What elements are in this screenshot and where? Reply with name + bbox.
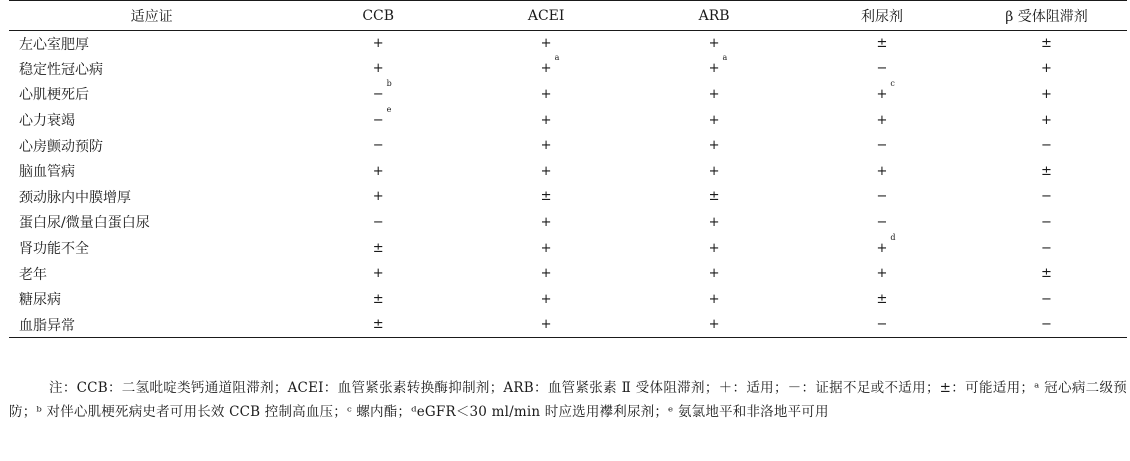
symbol-text: −	[1041, 240, 1052, 256]
symbol-value	[709, 266, 720, 281]
symbol-value	[1041, 317, 1052, 332]
symbol-value	[877, 36, 888, 51]
symbol-text: +	[540, 317, 552, 333]
symbol-value	[709, 113, 720, 128]
symbol-cell	[966, 210, 1127, 236]
symbol-text: +	[1041, 86, 1052, 102]
symbol-value	[373, 189, 384, 204]
symbol-text: ±	[708, 189, 720, 205]
symbol-text: +	[708, 214, 720, 230]
table-footnote: 注：CCB：二氢吡啶类钙通道阻滞剂；ACEI：血管紧张素转换酶抑制剂；ARB：血管紧张素 Ⅱ 受体阻滞剂；＋：适用；－：证据不足或不适用；±：可能适用；ᵃ 冠心病二级预防；ᵇ 对伴心肌梗死病史者可用长效 CCB 控制高血压；ᶜ 螺内酯；ᵈeGFR＜30 ml/min 时应选用襻利尿剂；ᵉ 氨氯地平和非洛地平可用	[9, 380, 1127, 420]
symbol-cell	[462, 82, 630, 108]
indication-cell: 心力衰竭	[19, 113, 75, 130]
symbol-text: +	[876, 266, 888, 282]
symbol-cell	[798, 232, 966, 261]
symbol-value	[373, 215, 384, 230]
symbol-cell	[630, 210, 798, 236]
symbol-text: +	[1041, 112, 1052, 128]
symbol-text: +	[372, 61, 384, 77]
symbol-cell	[462, 235, 630, 261]
symbol-text: +	[708, 86, 720, 102]
indication-cell: 心肌梗死后	[19, 87, 89, 104]
indication-cell: 糖尿病	[19, 292, 61, 309]
symbol-value	[709, 215, 720, 230]
symbol-text: ±	[540, 189, 552, 205]
table-row	[9, 107, 1127, 133]
symbol-value	[541, 215, 552, 230]
symbol-value	[1041, 164, 1052, 179]
symbol-text: −	[1041, 291, 1052, 307]
table-row	[9, 261, 1127, 287]
symbol-text: +	[372, 163, 384, 179]
symbol-cell	[462, 286, 630, 312]
symbol-cell	[294, 56, 462, 82]
header-diuretic: 利尿剂	[798, 1, 966, 31]
symbol-text: +	[540, 240, 552, 256]
symbol-cell	[966, 158, 1127, 184]
symbol-text: +	[540, 36, 552, 52]
symbol-cell	[966, 107, 1127, 133]
symbol-cell	[966, 31, 1127, 57]
symbol-text: +	[540, 86, 552, 102]
symbol-value	[1041, 266, 1052, 281]
symbol-value	[1041, 87, 1052, 102]
symbol-cell	[630, 82, 798, 108]
symbol-value	[1041, 113, 1052, 128]
symbol-text: −	[876, 317, 888, 333]
symbol-cell	[630, 312, 798, 338]
symbol-cell	[630, 158, 798, 184]
symbol-text: +	[540, 214, 552, 230]
symbol-text: +	[708, 138, 720, 154]
symbol-cell	[630, 235, 798, 261]
symbol-text: −	[372, 112, 384, 128]
symbol-value	[708, 53, 728, 77]
table-body	[9, 31, 1127, 338]
symbol-cell	[294, 286, 462, 312]
symbol-value	[1041, 241, 1052, 256]
symbol-value	[541, 266, 552, 281]
symbol-text: +	[876, 86, 888, 102]
symbol-value	[372, 104, 392, 128]
symbol-cell	[966, 235, 1127, 261]
symbol-text: −	[372, 86, 384, 102]
symbol-text: −	[876, 61, 888, 77]
symbol-text: −	[1041, 214, 1052, 230]
symbol-cell	[630, 31, 798, 57]
symbol-value	[373, 292, 384, 307]
symbol-value	[541, 241, 552, 256]
symbol-text: −	[876, 214, 888, 230]
symbol-cell	[966, 56, 1127, 82]
symbol-value	[373, 164, 384, 179]
symbol-value	[541, 87, 552, 102]
footnote-marker: c	[890, 78, 895, 88]
symbol-cell	[798, 56, 966, 82]
symbol-cell	[798, 312, 966, 338]
symbol-cell	[630, 53, 798, 82]
symbol-cell	[966, 261, 1127, 287]
symbol-cell	[630, 133, 798, 159]
symbol-text: −	[1041, 138, 1052, 154]
symbol-value	[877, 164, 888, 179]
symbol-value	[541, 189, 552, 204]
symbol-cell	[294, 133, 462, 159]
symbol-text: +	[372, 189, 384, 205]
symbol-value	[541, 292, 552, 307]
symbol-value	[877, 61, 888, 76]
symbol-cell	[294, 158, 462, 184]
symbol-text: −	[1041, 317, 1052, 333]
symbol-text: +	[540, 61, 552, 77]
symbol-text: −	[876, 189, 888, 205]
symbol-text: ±	[1041, 163, 1052, 179]
symbol-value	[1041, 61, 1052, 76]
symbol-cell	[294, 312, 462, 338]
footnote-marker: a	[722, 53, 728, 63]
symbol-value	[877, 113, 888, 128]
symbol-text: +	[708, 163, 720, 179]
table-row	[9, 210, 1127, 236]
symbol-text: ±	[1041, 36, 1052, 52]
symbol-cell	[798, 158, 966, 184]
symbol-value	[1041, 36, 1052, 51]
symbol-value	[709, 292, 720, 307]
symbol-cell	[462, 210, 630, 236]
symbol-value	[1041, 215, 1052, 230]
symbol-cell	[798, 78, 966, 108]
symbol-text: +	[540, 163, 552, 179]
symbol-value	[876, 232, 896, 256]
table-row	[9, 286, 1127, 312]
symbol-cell	[462, 158, 630, 184]
indication-cell: 蛋白尿/微量白蛋白尿	[19, 215, 150, 232]
symbol-text: +	[372, 36, 384, 52]
table-header-row	[9, 1, 1127, 31]
symbol-value	[1041, 138, 1052, 153]
symbol-cell	[630, 184, 798, 210]
footnote-marker: b	[386, 78, 392, 88]
header-arb: ARB	[630, 1, 798, 31]
indication-cell: 老年	[19, 266, 47, 283]
symbol-value	[709, 189, 720, 204]
symbol-cell	[294, 210, 462, 236]
symbol-cell	[462, 261, 630, 287]
symbol-cell	[798, 210, 966, 236]
symbol-text: +	[708, 112, 720, 128]
header-beta-blocker: β 受体阻滞剂	[966, 1, 1127, 31]
indication-table	[9, 0, 1127, 338]
symbol-cell	[798, 107, 966, 133]
symbol-cell	[462, 133, 630, 159]
indication-cell: 脑血管病	[19, 164, 75, 181]
symbol-value	[373, 138, 384, 153]
symbol-value	[709, 138, 720, 153]
symbol-value	[877, 292, 888, 307]
symbol-value	[877, 215, 888, 230]
symbol-text: ±	[372, 240, 384, 256]
table-row	[9, 31, 1127, 57]
symbol-cell	[798, 31, 966, 57]
symbol-value	[877, 317, 888, 332]
symbol-value	[373, 317, 384, 332]
symbol-value	[373, 36, 384, 51]
symbol-text: +	[708, 240, 720, 256]
symbol-value	[709, 36, 720, 51]
symbol-value	[709, 241, 720, 256]
symbol-value	[541, 164, 552, 179]
symbol-text: +	[708, 61, 720, 77]
table-row	[9, 235, 1127, 261]
symbol-cell	[294, 78, 462, 108]
symbol-text: −	[876, 138, 888, 154]
indication-cell: 血脂异常	[9, 312, 294, 338]
footnote-marker: d	[890, 232, 896, 242]
header-acei: ACEI	[462, 1, 630, 31]
symbol-cell	[462, 184, 630, 210]
symbol-value	[709, 317, 720, 332]
symbol-text: +	[708, 36, 720, 52]
header-ccb: CCB	[294, 1, 462, 31]
symbol-text: ±	[1041, 266, 1052, 282]
symbol-text: ±	[372, 291, 384, 307]
symbol-text: +	[708, 291, 720, 307]
symbol-cell	[798, 286, 966, 312]
symbol-cell	[294, 31, 462, 57]
symbol-text: +	[708, 317, 720, 333]
symbol-text: +	[540, 138, 552, 154]
symbol-text: +	[876, 112, 888, 128]
symbol-text: +	[876, 240, 888, 256]
symbol-cell	[462, 107, 630, 133]
symbol-text: ±	[876, 291, 888, 307]
symbol-text: −	[372, 138, 384, 154]
symbol-text: ±	[876, 36, 888, 52]
symbol-value	[541, 113, 552, 128]
symbol-value	[372, 78, 392, 102]
symbol-text: +	[372, 266, 384, 282]
symbol-value	[709, 87, 720, 102]
symbol-cell	[462, 53, 630, 82]
symbol-cell	[294, 261, 462, 287]
symbol-text: −	[1041, 189, 1052, 205]
footnote-marker: e	[386, 104, 392, 114]
indication-cell: 稳定性冠心病	[19, 61, 103, 78]
symbol-value	[540, 53, 560, 77]
table-row	[9, 82, 1127, 108]
symbol-cell	[630, 261, 798, 287]
symbol-cell	[966, 286, 1127, 312]
symbol-cell	[798, 261, 966, 287]
indication-cell: 左心室肥厚	[19, 36, 89, 53]
symbol-value	[1041, 189, 1052, 204]
symbol-text: +	[1041, 61, 1052, 77]
symbol-value	[876, 78, 895, 102]
symbol-value	[877, 266, 888, 281]
symbol-text: −	[372, 214, 384, 230]
symbol-value	[541, 36, 552, 51]
symbol-cell	[462, 312, 630, 338]
symbol-value	[877, 189, 888, 204]
symbol-cell	[294, 184, 462, 210]
symbol-text: ±	[372, 317, 384, 333]
symbol-text: +	[540, 112, 552, 128]
symbol-cell	[966, 312, 1127, 338]
table-row	[9, 56, 1127, 82]
symbol-cell	[966, 184, 1127, 210]
symbol-value	[1041, 292, 1052, 307]
symbol-cell	[966, 82, 1127, 108]
table-row	[9, 133, 1127, 159]
symbol-cell	[966, 133, 1127, 159]
symbol-text: +	[876, 163, 888, 179]
symbol-text: +	[540, 266, 552, 282]
table-row	[9, 184, 1127, 210]
table-row	[9, 312, 1127, 338]
symbol-value	[373, 266, 384, 281]
symbol-value	[373, 241, 384, 256]
indication-cell: 颈动脉内中膜增厚	[19, 189, 131, 206]
symbol-cell	[630, 286, 798, 312]
indication-cell: 心房颤动预防	[19, 138, 103, 155]
symbol-cell	[630, 107, 798, 133]
symbol-value	[373, 61, 384, 76]
indication-cell: 肾功能不全	[19, 241, 89, 258]
symbol-cell	[294, 104, 462, 133]
symbol-cell	[462, 31, 630, 57]
symbol-value	[541, 138, 552, 153]
symbol-cell	[294, 235, 462, 261]
footnote-marker: a	[554, 53, 560, 63]
symbol-text: +	[708, 266, 720, 282]
symbol-text: +	[540, 291, 552, 307]
header-indication: 适应证	[9, 1, 294, 31]
symbol-value	[877, 138, 888, 153]
symbol-value	[709, 164, 720, 179]
symbol-cell	[798, 133, 966, 159]
table-row	[9, 158, 1127, 184]
symbol-cell	[798, 184, 966, 210]
symbol-value	[541, 317, 552, 332]
